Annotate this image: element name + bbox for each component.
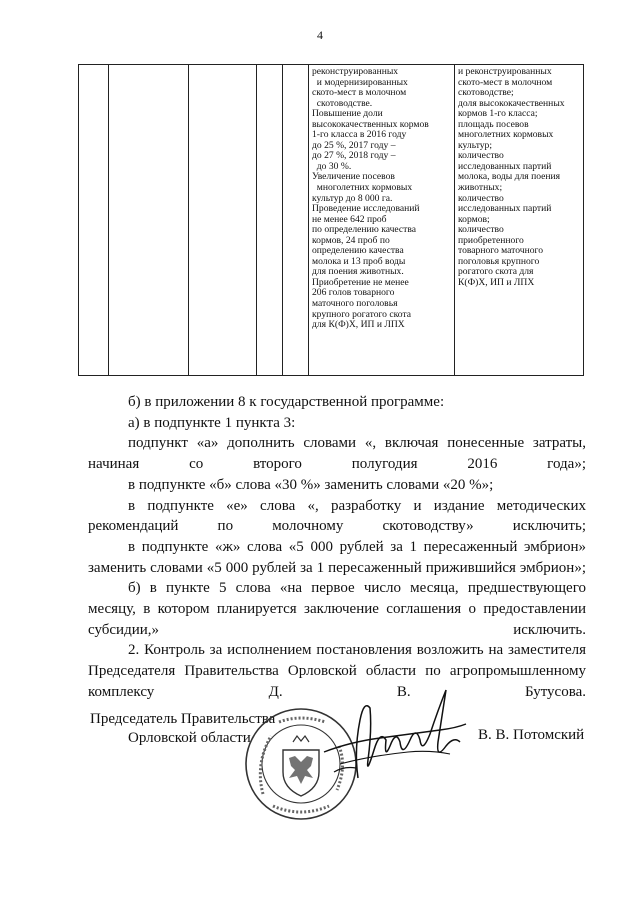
table-col-border: [308, 64, 309, 376]
table-col-border: [108, 64, 109, 376]
paragraph: а) в подпункте 1 пункта 3:: [128, 414, 296, 431]
table-col-border: [583, 64, 584, 376]
table-col-border: [256, 64, 257, 376]
table-col-border: [188, 64, 189, 376]
table-col-border: [282, 64, 283, 376]
signatory-position-line: Председатель Правительства: [90, 711, 276, 727]
page-number: 4: [317, 28, 323, 42]
signatory-position-line: Орловской области: [128, 730, 251, 746]
paragraph: в подпункте «ж» слова «5 000 рублей за 1 пересаженный эмбрион» заменить словами «5 000 рублей за 1 пересаженный прижившийся эмбрион»;: [88, 538, 586, 576]
paragraph: б) в пункте 5 слова «на первое число месяца, предшествующего месяцу, в котором планируется заключение соглашения о предоставлении субсидии,» исключить.: [88, 580, 586, 638]
table-col-border: [78, 64, 79, 376]
paragraph: б) в приложении 8 к государственной программе:: [128, 394, 445, 410]
handwritten-signature: [320, 680, 470, 790]
paragraph: 2. Контроль за исполнением постановления возложить на заместителя Председателя Правительства Орловской области по агропромышленному комплексу Д. В. Бутусова.: [88, 642, 586, 700]
table-col-border: [454, 64, 455, 376]
paragraph: в подпункте «е» слова «, разработку и издание методических рекомендаций по молочному скотоводству» исключить;: [88, 497, 586, 535]
paragraph: в подпункте «б» слова «30 %» заменить словами «20 %»;: [128, 476, 494, 493]
table-cell-indicators: и реконструированных ското-мест в молочном скотоводстве; доля высококачественных кормов 1-го класса; площадь посевов многолетних кормовых культур; количество исследованных партий молока, воды для поения животных; количество исследованных партий кормов; количество приобретенного товарного маточного поголовья крупного рогатого скота для К(Ф)Х, ИП и ЛПХ: [458, 66, 565, 288]
table-cell-results: реконструированных и модернизированных ското-мест в молочном скотоводстве. Повышение доли высококачественных кормов 1-го класса в 2016 году до 25 %, 2017 году – до 27 %, 2018 году – до 30 %. Увеличение посевов многолетних кормовых культур до 8 000 га. Проведение исследований не менее 642 проб по определению качества кормов, 24 проб по определению качества молока и 13 проб воды для поения животных. Приобретение не менее 206 голов товарного маточного поголовья крупного рогатого скота для К(Ф)Х, ИП и ЛПХ: [312, 66, 429, 331]
paragraph: подпункт «а» дополнить словами «, включая понесенные затраты, начиная со второго полугодия 2016 года»;: [88, 435, 586, 473]
document-body: [88, 392, 586, 703]
program-table: [78, 64, 584, 376]
signatory-name: В. В. Потомский: [478, 727, 585, 743]
table-bottom-border: [78, 375, 584, 376]
table-top-border: [78, 64, 584, 65]
